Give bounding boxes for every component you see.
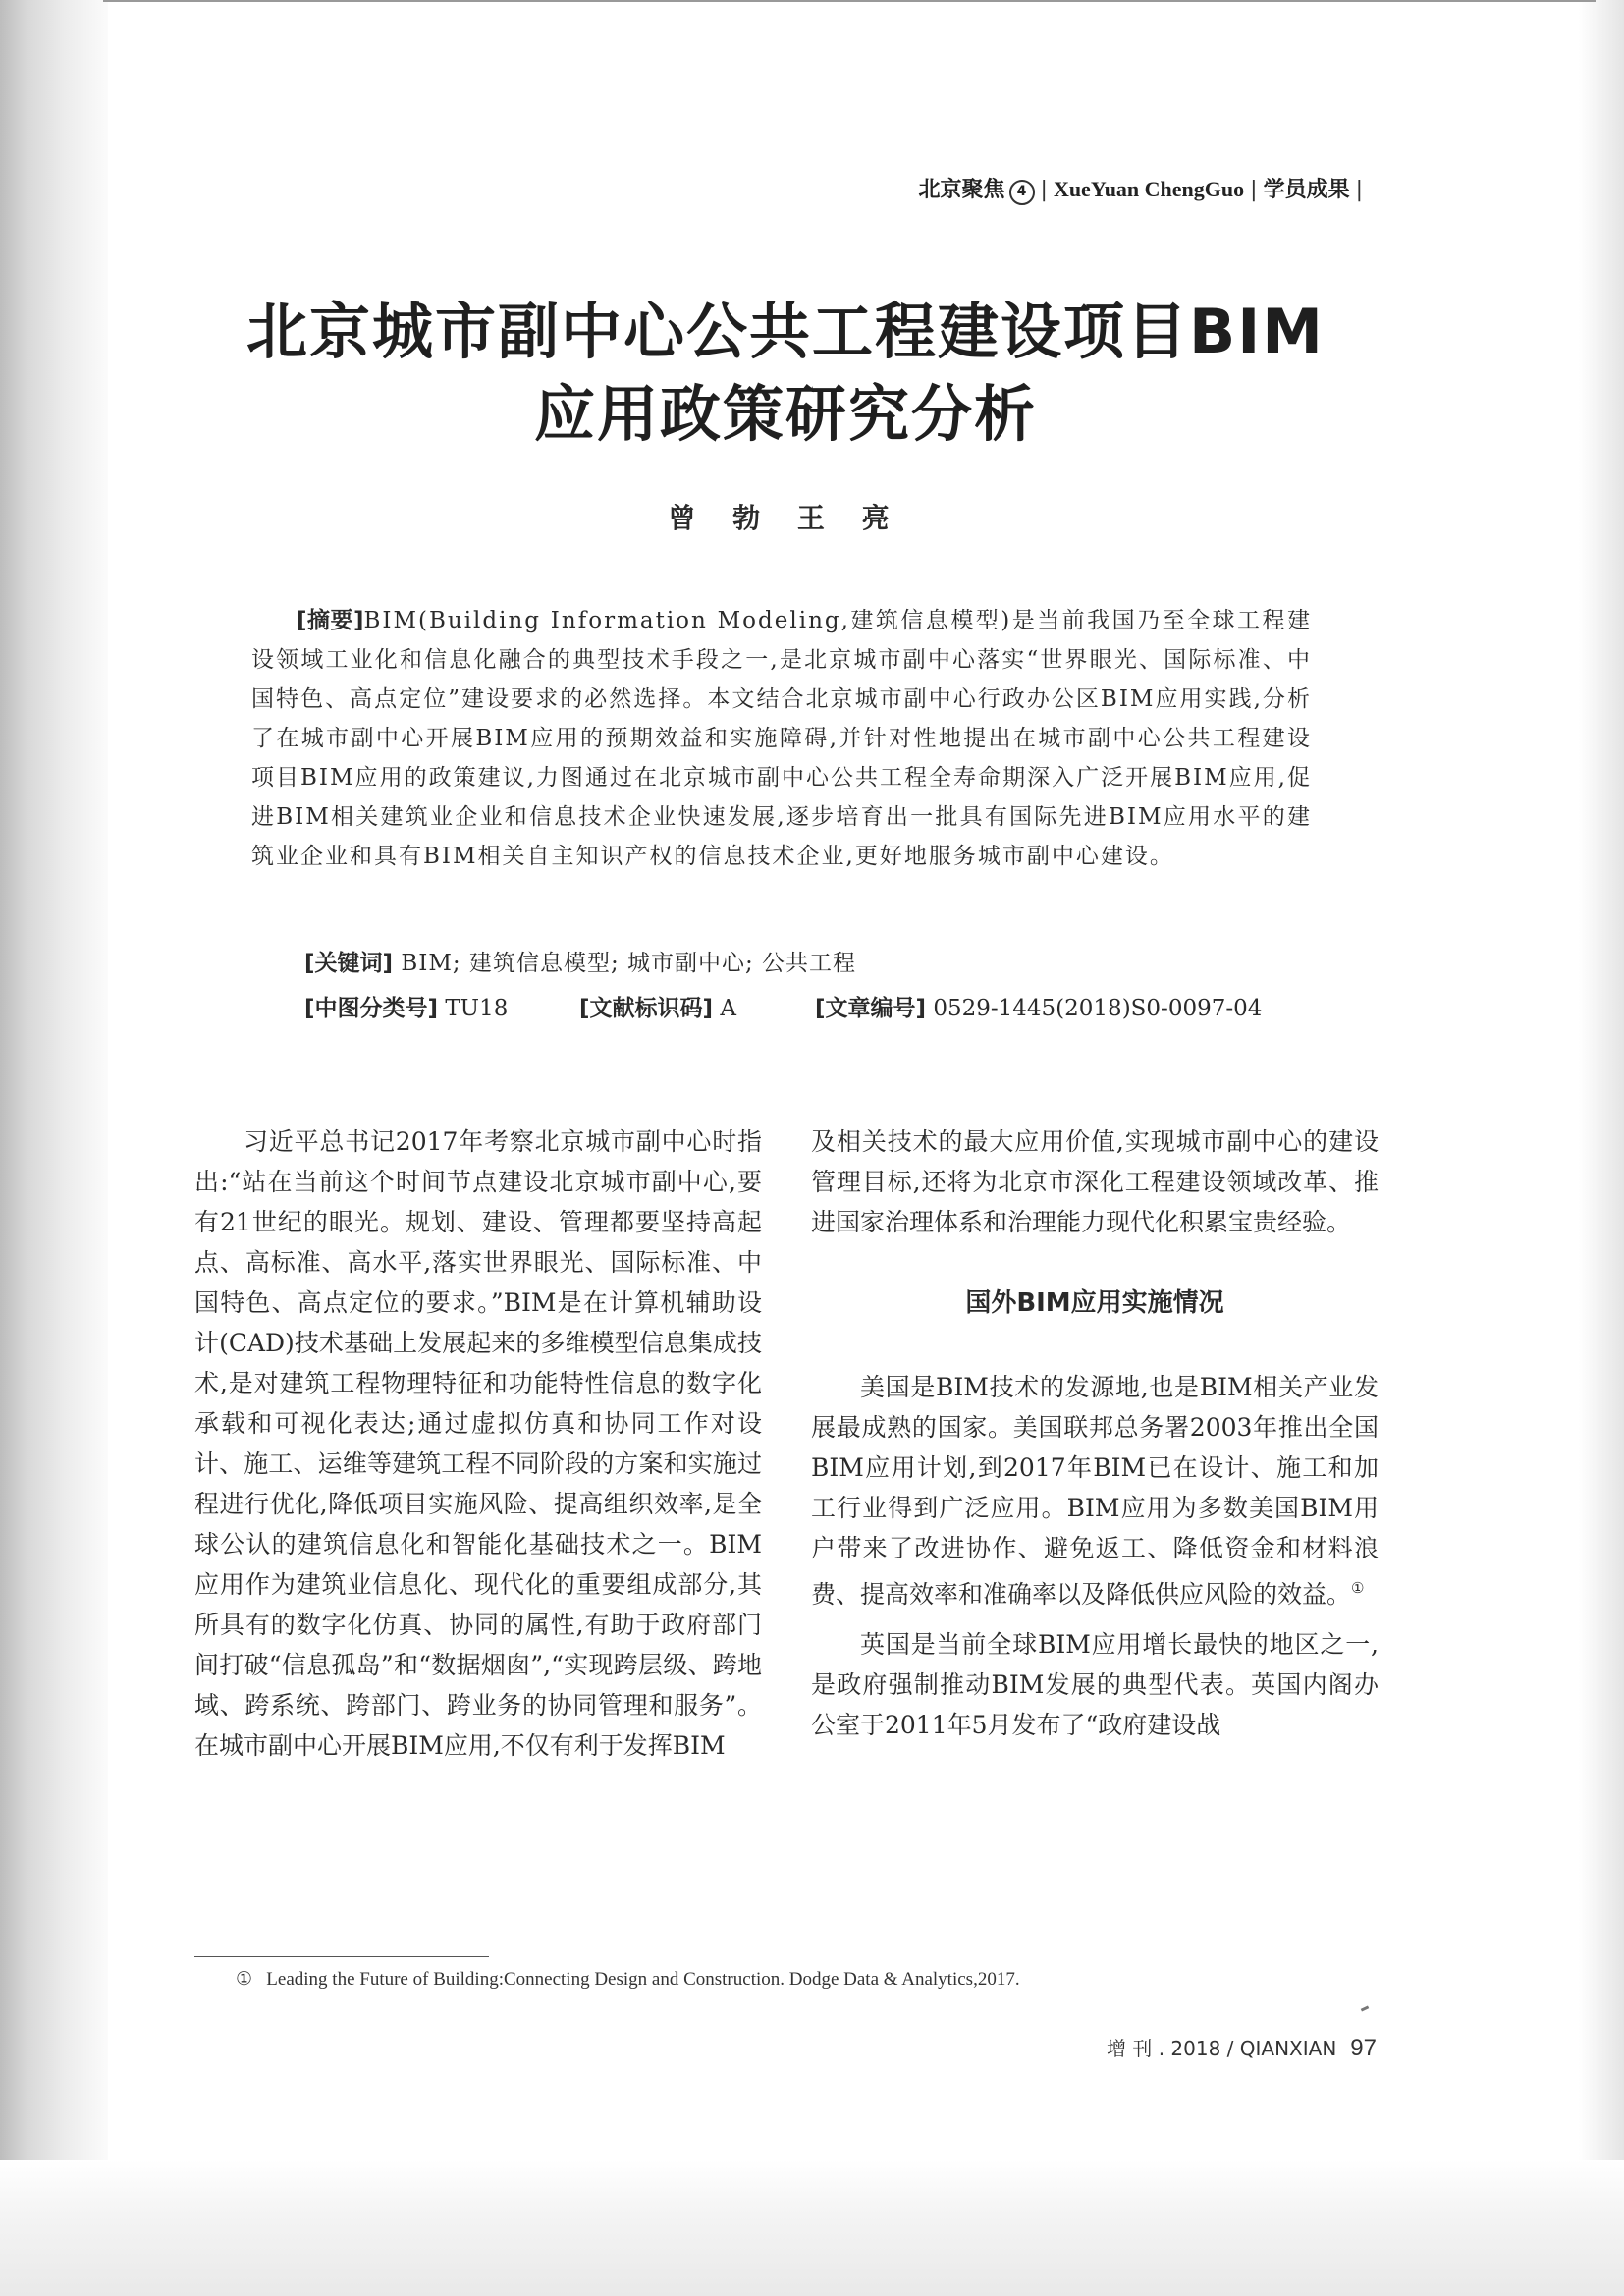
scan-speck [1361,2005,1370,2011]
clc-value: TU18 [445,996,509,1021]
article-number-value: 0529-1445(2018)S0-0097-04 [933,996,1263,1021]
footnote-reference[interactable]: ① [1351,1579,1365,1597]
scan-shadow-right [1579,0,1624,2296]
body-paragraph-uk: 英国是当前全球BIM应用增长最快的地区之一,是政府强制推动BIM发展的典型代表。英国内阁办公室于2011年5月发布了“政府建设战 [811,1630,1379,1739]
header-section: 北京聚焦 [918,178,1005,202]
title-line-1: 北京城市副中心公共工程建设项目BIM [245,296,1326,367]
header-circle-number: 4 [1009,180,1035,205]
scan-bottom-shade [0,2160,1624,2296]
scan-shadow-left [0,0,108,2296]
abstract [251,601,1312,876]
clc-label: [中图分类号] [304,996,439,1021]
doc-code-label: [文献标识码] [579,996,714,1021]
body-paragraph-continuation: 及相关技术的最大应用价值,实现城市副中心的建设管理目标,还将为北京市深化工程建设领域改革、推进国家治理体系和治理能力现代化积累宝贵经验。 [811,1127,1379,1236]
body-paragraph-usa [811,1367,1379,1614]
page-footer [1107,2033,1377,2062]
footnote-divider [194,1956,489,1957]
doc-code-value: A [720,996,736,1021]
abstract-label: [摘要] [297,608,364,633]
abstract-text: BIM(Building Information Modeling,建筑信息模型)是当前我国乃至全球工程建设领域工业化和信息化融合的典型技术手段之一,是北京城市副中心落实“世界眼光、国际标准、中国特色、高点定位”建设要求的必然选择。本文结合北京城市副中心行政办公区BIM应用实践,分析了在城市副中心开展BIM应用的预期效益和实施障碍,并针对性地提出在城市副中心公共工程建设项目BIM应用的政策建议,力图通过在北京城市副中心公共工程全寿命期深入广泛开展BIM应用,促进BIM相关建筑业企业和信息技术企业快速发展,逐步培育出一批具有国际先进BIM应用水平的建筑业企业和具有BIM相关自主知识产权的信息技术企业,更好地服务城市副中心建设。 [251,608,1312,869]
section-heading: 国外BIM应用实施情况 [965,1288,1224,1318]
page-number: 97 [1350,2035,1377,2061]
footnote-text: Leading the Future of Building:Connecting Design and Construction. Dodge Data & Analytics,2017. [266,1969,1020,1990]
usa-text: 美国是BIM技术的发源地,也是BIM相关产业发展最成熟的国家。美国联邦总务署2003年推出全国BIM应用计划,到2017年BIM已在设计、施工和加工行业得到广泛应用。BIM应用为多数美国BIM用户带来了改进协作、避免返工、降低资金和材料浪费、提高效率和准确率以及降低供应风险的效益。 [811,1373,1379,1609]
running-header: 北京聚焦 4 | XueYuan ChengGuo | 学员成果 | [919,173,1370,205]
article-number-label: [文章编号] [815,996,927,1021]
article-title [167,291,1404,456]
scan-top-edge [103,0,1596,2]
body-paragraph-intro: 习近平总书记2017年考察北京城市副中心时指出:“站在当前这个时间节点建设北京城市副中心,要有21世纪的眼光。规划、建设、管理都要坚持高起点、高标准、高水平,落实世界眼光、国际标准、中国特色、高点定位的要求。”BIM是在计算机辅助设计(CAD)技术基础上发展起来的多维模型信息集成技术,是对建筑工程物理特征和功能特性信息的数字化承载和可视化表达;通过虚拟仿真和协同工作对设计、施工、运维等建筑工程不同阶段的方案和实施过程进行优化,降低项目实施风险、提高组织效率,是全球公认的建筑信息化和智能化基础技术之一。BIM应用作为建筑业信息化、现代化的重要组成部分,其所具有的数字化仿真、协同的属性,有助于政府部门间打破“信息孤岛”和“数据烟囱”,“实现跨层级、跨地域、跨系统、跨部门、跨业务的协同管理和服务”。在城市副中心开展BIM应用,不仅有利于发挥BIM [194,1127,762,1760]
footnote-marker: ① [236,1969,253,1990]
body-column-left [194,1121,762,1766]
footer-issue: 增 刊 . 2018 / QIANXIAN [1106,2037,1337,2060]
classification-line [304,990,1326,1022]
footnote [236,1968,1316,1991]
keywords [304,945,1286,977]
header-latin: XueYuan ChengGuo [1053,177,1245,201]
body-column-right [811,1121,1379,1745]
keywords-text: BIM; 建筑信息模型; 城市副中心; 公共工程 [401,951,857,976]
title-line-2: 应用政策研究分析 [533,378,1037,450]
keywords-label: [关键词] [304,951,394,976]
authors: 曾 勃 王 亮 [668,502,903,534]
header-category: 学员成果 [1263,178,1350,202]
